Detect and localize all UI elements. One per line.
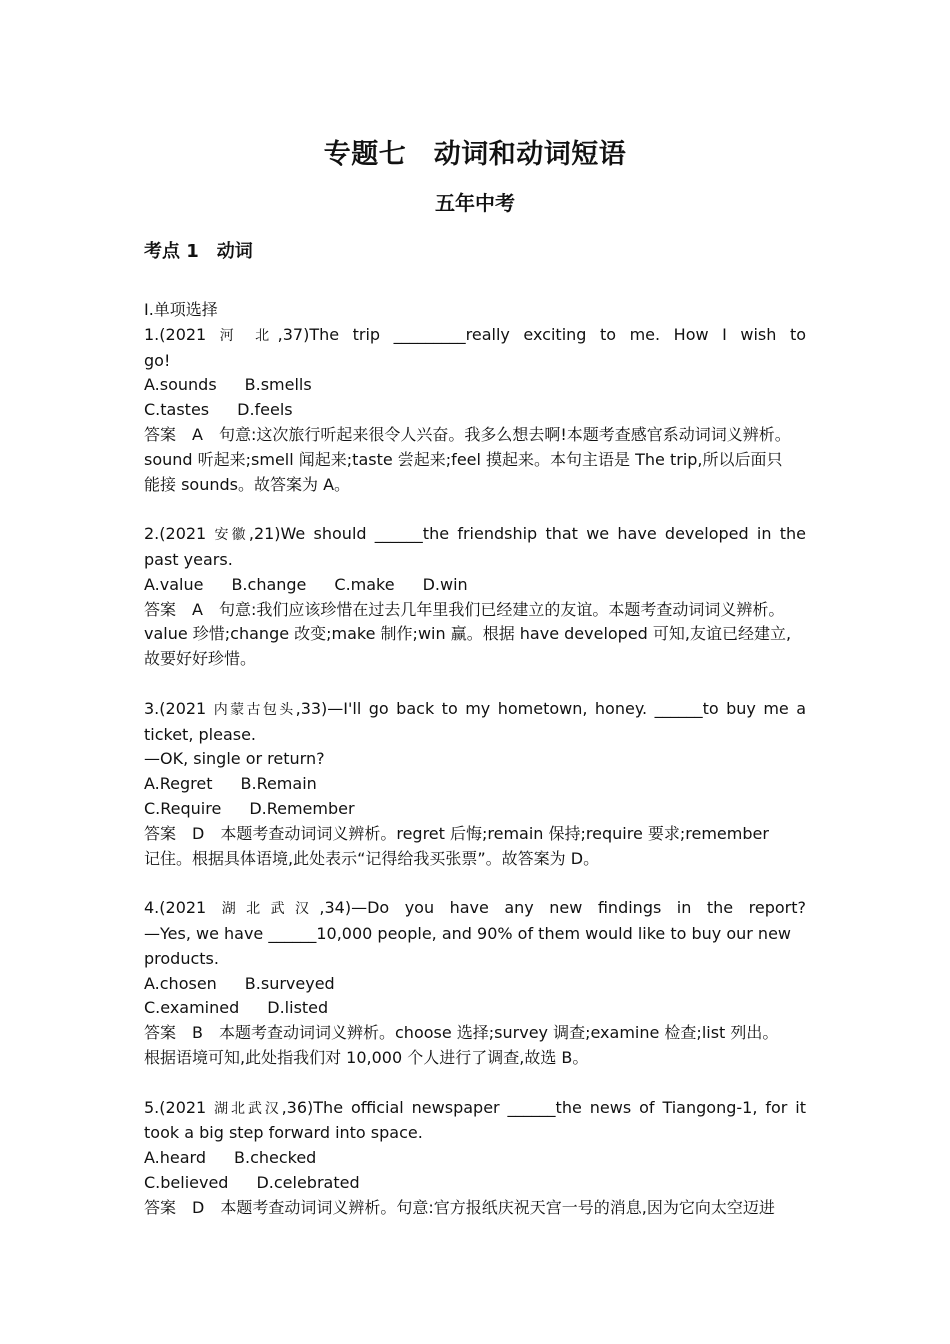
option: B.smells (244, 375, 312, 395)
option: C.make (334, 574, 395, 594)
question-stem-line (144, 1096, 806, 1122)
option: D.Remember (249, 798, 355, 818)
answer-line (144, 1046, 806, 1071)
answer-explanation: value 珍惜;change 改变;make 制作;win 赢。根据 have developed 可知,友谊已经建立, (144, 624, 792, 644)
options-row (144, 573, 806, 598)
question-stem: ,33)—I'll go back to my hometown, honey. ______to buy me a (295, 698, 807, 718)
answer-line (144, 423, 806, 448)
question-number: 5.(2021 (144, 1097, 215, 1117)
option: D.celebrated (256, 1172, 360, 1192)
options-row (144, 972, 806, 997)
answer-explanation: 能接 sounds。故答案为 A。 (144, 474, 351, 494)
question-stem-line (144, 522, 806, 548)
blank-line (144, 497, 806, 522)
options-row (144, 1146, 806, 1171)
answer-line (144, 598, 806, 623)
question-stem-line (144, 896, 806, 922)
blank-line (144, 672, 806, 697)
answer-explanation: 本题考查动词词义辨析。regret 后悔;remain 保持;require 要求;remember (220, 823, 769, 843)
option: A.value (144, 574, 204, 594)
options-row (144, 1171, 806, 1196)
question-block (144, 697, 806, 872)
question-stem-line: products. (144, 948, 219, 968)
answer-letter: D (192, 823, 205, 843)
question-number: 2.(2021 (144, 524, 215, 544)
answer-explanation: sound 听起来;smell 闻起来;taste 尝起来;feel 摸起来。本句主语是 The trip,所以后面只 (144, 449, 783, 469)
answer-label: 答案 (144, 823, 177, 843)
answer-explanation: 句意:我们应该珍惜在过去几年里我们已经建立的友谊。本题考查动词词义辨析。 (218, 599, 785, 619)
question-stem-line: past years. (144, 549, 233, 569)
question-stem: ,34)—Do you have any new findings in the report? (319, 898, 807, 918)
answer-label: 答案 (144, 1197, 177, 1217)
option: B.surveyed (244, 973, 335, 993)
option: C.believed (144, 1172, 229, 1192)
part-heading: I.单项选择 (144, 300, 218, 319)
question-stem-line (144, 697, 806, 723)
question-stem: ,21)We should ______the friendship that we have developed in the (248, 524, 807, 544)
options-row (144, 797, 806, 822)
page-title: 专题七 动词和动词短语 (323, 139, 627, 170)
question-number: 4.(2021 (144, 898, 222, 918)
options-row (144, 996, 806, 1021)
answer-label: 答案 (144, 1023, 177, 1043)
section-heading: 考点 1 动词 (144, 241, 253, 262)
answer-explanation: 本题考查动词词义辨析。choose 选择;survey 调查;examine 检查;list 列出。 (219, 1023, 779, 1043)
option: A.Regret (144, 774, 213, 794)
option: B.Remain (240, 774, 317, 794)
question-source: 内蒙古包头 (213, 701, 296, 718)
answer-line (144, 473, 806, 498)
question-source: 河 北 (219, 327, 278, 344)
answer-letter: A (192, 599, 203, 619)
question-number: 1.(2021 (144, 324, 220, 344)
option: B.change (231, 574, 307, 594)
option: A.chosen (144, 973, 217, 993)
option: A.sounds (144, 375, 217, 395)
answer-line (144, 448, 806, 473)
answer-letter: B (192, 1023, 203, 1043)
answer-explanation: 本题考查动词词义辨析。句意:官方报纸庆祝天宫一号的消息,因为它向太空迈进 (220, 1197, 775, 1217)
answer-line (144, 647, 806, 672)
question-number: 3.(2021 (144, 698, 214, 718)
blank-line (144, 871, 806, 896)
question-block (144, 323, 806, 498)
answer-letter: A (192, 424, 203, 444)
question-stem-line: go! (144, 350, 171, 370)
answer-letter: D (192, 1197, 205, 1217)
options-row (144, 772, 806, 797)
question-block (144, 1096, 806, 1221)
option: A.heard (144, 1148, 206, 1168)
question-content (144, 298, 806, 1220)
option: D.win (422, 574, 468, 594)
page-subtitle: 五年中考 (435, 191, 515, 215)
answer-line (144, 1021, 806, 1046)
question-stem-line: took a big step forward into space. (144, 1123, 423, 1143)
answer-line (144, 622, 806, 647)
option: C.examined (144, 998, 240, 1018)
question-block (144, 522, 806, 672)
answer-line (144, 1196, 806, 1221)
option: D.listed (267, 998, 329, 1018)
question-stem-line (144, 323, 806, 349)
options-row (144, 373, 806, 398)
answer-line (144, 847, 806, 872)
question-source: 湖北武汉 (214, 1100, 282, 1117)
options-row (144, 398, 806, 423)
option: C.tastes (144, 400, 210, 420)
question-block (144, 896, 806, 1071)
answer-explanation: 句意:这次旅行听起来很令人兴奋。我多么想去啊!本题考查感官系动词词义辨析。 (218, 424, 791, 444)
blank-line (144, 1071, 806, 1096)
question-source: 安徽 (214, 527, 249, 544)
answer-explanation: 根据语境可知,此处指我们对 10,000 个人进行了调查,故选 B。 (144, 1047, 589, 1067)
option: D.feels (237, 400, 293, 420)
answer-label: 答案 (144, 599, 177, 619)
question-stem-line: ticket, please. (144, 724, 257, 744)
question-stem-line: —OK, single or return? (144, 749, 325, 769)
answer-explanation: 故要好好珍惜。 (144, 649, 257, 669)
question-stem: ,37)The trip _________really exciting to me. How I wish to (277, 324, 807, 344)
option: C.Require (144, 798, 222, 818)
question-stem: ,36)The official newspaper ______the news of Tiangong-1, for it (281, 1097, 807, 1117)
question-source: 湖北武汉 (221, 901, 320, 918)
answer-label: 答案 (144, 424, 177, 444)
option: B.checked (234, 1148, 317, 1168)
answer-line (144, 822, 806, 847)
question-stem-line: —Yes, we have ______10,000 people, and 90% of them would like to buy our new (144, 923, 791, 943)
answer-explanation: 记住。根据具体语境,此处表示“记得给我买张票”。故答案为 D。 (144, 848, 600, 868)
